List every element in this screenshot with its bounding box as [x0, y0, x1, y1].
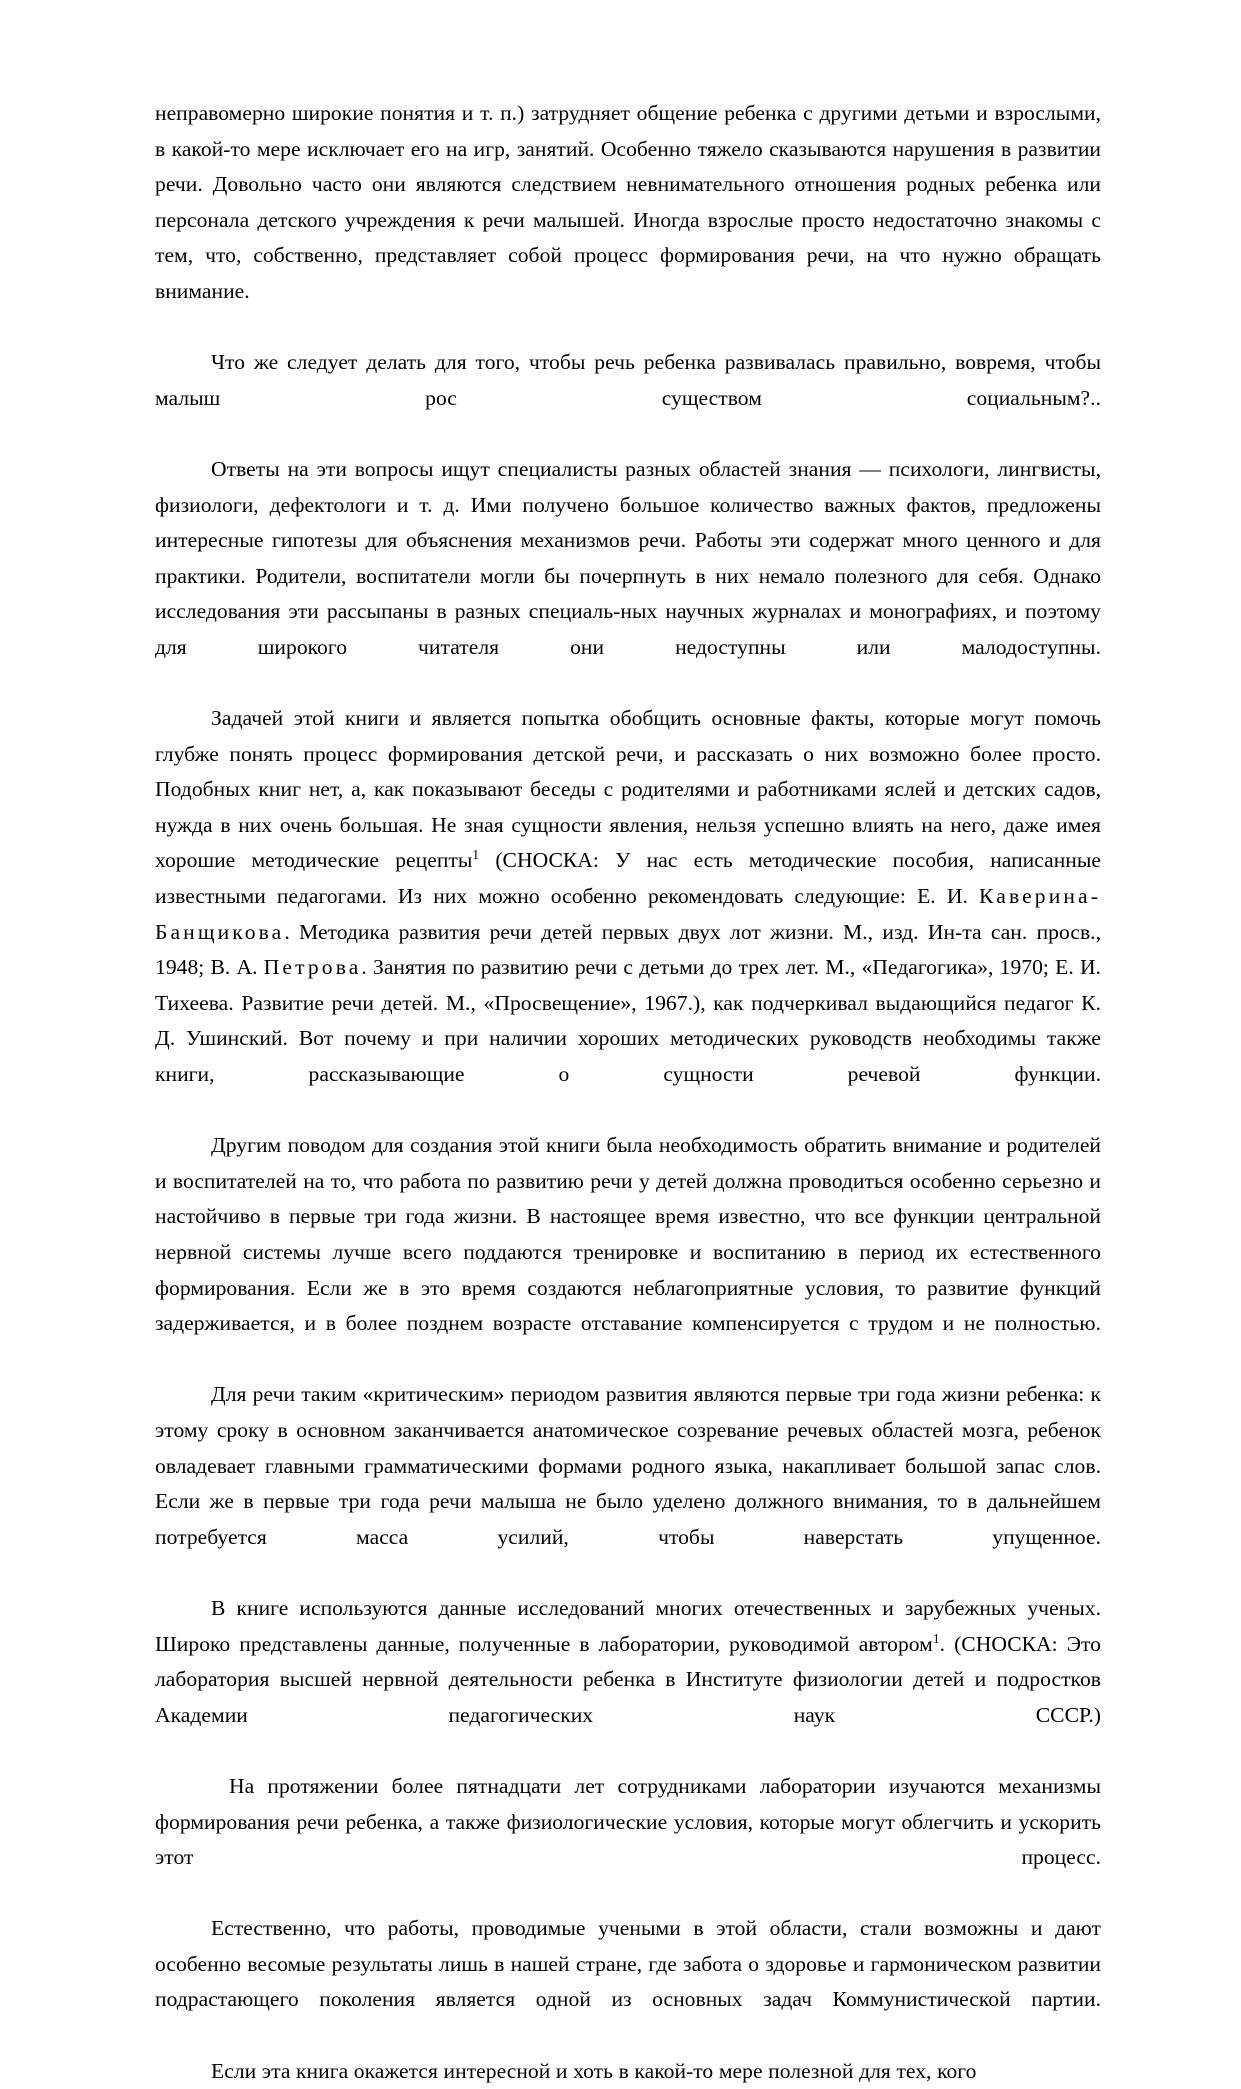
paragraph-2: Что же следует делать для того, чтобы речь ребенка развивалась правильно, вовремя, чтобы малыш рос существом социальным?..	[155, 350, 1101, 410]
para7-segment-text: В книге используются данные исследований многих отечественных и зарубежных ученых. Широко представлены данные, полученные в лаборатории, руководимой автором	[155, 1595, 1101, 1656]
author-name-kaverina-banshchikova: Каверина-Банщикова	[155, 884, 1101, 944]
para4-segment-text: Задачей этой книги и является попытка обобщить основные факты, которые могут помочь глубже понять процесс формирования детской речи, и рассказать о них возможно более просто. Подобных книг нет, а, как показывают беседы с родителями и работниками яслей и детских садов, нужда в них очень большая. Не зная сущности явления, нельзя успешно влиять на него, даже имея хорошие методические рецепты	[155, 706, 1101, 873]
paragraph-1: неправомерно широкие понятия и т. п.) затрудняет общение ребенка с другими детьми и взрослыми, в какой-то мере исключает его на игр, занятий. Особенно тяжело сказываются нарушения в развитии речи. Довольно часто они являются следствием невнимательного отношения родных ребенка или персонала детского учреждения к речи малышей. Иногда взрослые просто недостаточно знакомы с тем, что, собственно, представляет собой процесс формирования речи, на что нужно обращать внимание.	[155, 101, 1101, 303]
paragraph-8: На протяжении более пятнадцати лет сотрудниками лаборатории изучаются механизмы формирования речи ребенка, а также физиологические условия, которые могут облегчить и ускорить этот процесс.	[155, 1773, 1101, 1870]
paragraph-7-with-footnote	[155, 1591, 1101, 1769]
para4-footnote-lead: (СНОСКА: У нас есть методические пособия, написанные известными педагогами. Из них можно особенно рекомендовать следующие: Е. И.	[155, 848, 1101, 909]
paragraph-5: Другим поводом для создания этой книги была необходимость обратить внимание и родителей и воспитателей на то, что работа по развитию речи у детей должна проводиться особенно серьезно и настойчиво в первые три года жизни. В настоящее время известно, что все функции центральной нервной системы лучше всего поддаются тренировке и воспитанию в период их естественного формирования. Если же в это время создаются неблагоприятные условия, то развитие функций задерживается, и в более позднем возрасте отставание компенсируется с трудом и не полностью.	[155, 1133, 1101, 1336]
paragraph-3: Ответы на эти вопросы ищут специалисты разных областей знания — психологи, лингвисты, физиологи, дефектологи и т. д. Ими получено большое количество важных фактов, предложены интересные гипотезы для объяснения механизмов речи. Работы эти содержат много ценного и для практики. Родители, воспитатели могли бы почерпнуть в них немало полезного для себя. Однако исследования эти рассыпаны в разных специаль-ных научных журналах и монографиях, и поэтому для широкого читателя они недоступны или малодоступны.	[155, 456, 1101, 659]
body-text-column	[155, 96, 1101, 2089]
footnote-marker-1: 1	[472, 847, 480, 863]
paragraph-4-with-footnote	[155, 701, 1101, 1128]
paragraph-9: Естественно, что работы, проводимые учеными в этой области, стали возможны и дают особенно весомые результаты лишь в нашей стране, где забота о здоровье и гармоническом развитии подрастающего поколения является одной из основных задач Коммунистической партии.	[155, 1916, 1101, 2012]
author-name-petrova: Петрова	[263, 955, 362, 980]
footnote-marker-2: 1	[932, 1630, 940, 1646]
para4-footnote-mid: . Методика развития речи детей первых двух лот жизни. М., изд. Ин-та сан. просв., 1948; В. А.	[155, 919, 1101, 980]
para4-footnote-tail: . Занятия по развитию речи с детьми до трех лет. М., «Педагогика», 1970; Е. И. Тихеева. Развитие речи детей. М., «Просвещение», 1967.), как подчеркивал выдающийся педагог К. Д. Ушинский. Вот почему и при наличии хороших методических руководств необходимы также книги, рассказывающие о сущности речевой функции.	[155, 955, 1101, 1087]
paragraph-10: Если эта книга окажется интересной и хоть в какой-то мере полезной для тех, кого	[211, 2058, 977, 2083]
paragraph-6: Для речи таким «критическим» периодом развития являются первые три года жизни ребенка: к этому сроку в основном заканчивается анатомическое созревание речевых областей мозга, ребенок овладевает главными грамматическими формами родного языка, накапливает большой запас слов. Если же в первые три года речи малыша не было уделено должного внимания, то в дальнейшем потребуется масса усилий, чтобы наверстать упущенное.	[155, 1382, 1101, 1549]
para7-footnote-text: . (СНОСКА: Это лаборатория высшей нервной деятельности ребенка в Институте физиологии детей и подростков Академии педагогических наук СССР.)	[155, 1631, 1101, 1727]
